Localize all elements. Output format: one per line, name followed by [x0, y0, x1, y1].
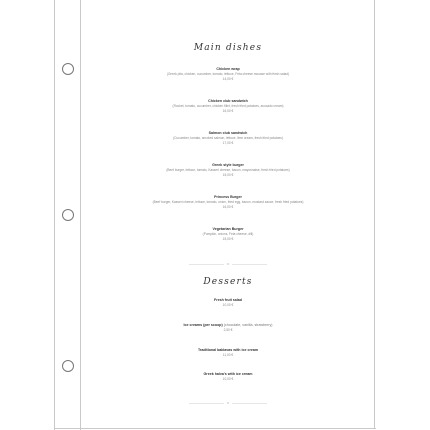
binder-hole — [62, 63, 74, 75]
item-name: Princess Burger — [214, 195, 242, 199]
item-name-text: Ice creams (per scoop) — [183, 323, 223, 327]
item-description: (chocolate, vanilla, strawberry) — [223, 323, 273, 327]
binder-hole — [62, 360, 74, 372]
item-name: Greek style burger — [212, 163, 244, 167]
item-price: 17,00 € — [222, 141, 234, 145]
item-description: (Rocket, tomato, cucumber, chicken fillet, fresh fried potatoes, avocado cream) — [172, 104, 284, 108]
menu-item — [81, 67, 375, 82]
item-price: 11,00 € — [222, 353, 234, 357]
item-description: (Beef burger, lettuce, tomato, Kasseri cheese, bacon, mayonnaise, fresh fried potatoes) — [166, 168, 290, 172]
item-price: 10,00 € — [222, 377, 234, 381]
section-divider — [189, 261, 267, 267]
divider-ornament: ∞ — [224, 401, 233, 405]
desserts-title: Desserts — [203, 277, 253, 287]
item-price: 10,00 € — [222, 303, 234, 307]
item-name: Fresh fruit salad — [214, 298, 242, 302]
item-name: Chicken wrap — [216, 67, 240, 71]
item-description: (Beef burger, Kasseri cheese, lettuce, tomato, onion, fried egg, bacon, mustard sauce, fresh fried potatoes) — [152, 200, 304, 204]
item-name: Greek halva's with ice cream — [203, 372, 253, 376]
item-name: Vegetarian Burger — [212, 227, 244, 231]
section-divider — [189, 400, 267, 406]
item-price: 15,00 € — [222, 237, 234, 241]
item-description: (Greek pita, chicken, cucumber, tomato, lettuce, Feta cheese mousse with fresh salad) — [166, 72, 290, 76]
menu-item — [81, 298, 375, 308]
menu-item — [81, 163, 375, 178]
item-price: 15,00 € — [222, 173, 234, 177]
menu-item — [81, 372, 375, 382]
menu-item — [81, 348, 375, 358]
menu-item — [81, 227, 375, 242]
item-name: Chicken club sandwich — [208, 99, 248, 103]
binder-hole — [62, 209, 74, 221]
binder-strip — [54, 0, 81, 430]
menu-item — [81, 323, 375, 333]
menu-item — [81, 99, 375, 114]
menu-item — [81, 131, 375, 146]
item-price: 2,50 € — [223, 328, 233, 332]
item-description: (Pumpkin, onions, Feta cheese, dill) — [202, 232, 254, 236]
item-description: (Cucumber, tomato, smoked salmon, lettuce, lime cream, fresh fried potatoes) — [173, 136, 283, 140]
item-name: Salmon club sandwich — [208, 131, 248, 135]
menu-item — [81, 195, 375, 210]
divider-ornament: ∞ — [224, 262, 233, 266]
item-name: Traditional baklavas with ice cream — [197, 348, 259, 352]
main-dishes-title: Main dishes — [193, 43, 263, 53]
item-price: 16,00 € — [222, 109, 234, 113]
item-price: 14,00 € — [222, 77, 234, 81]
menu-page — [81, 0, 375, 429]
item-price: 16,00 € — [222, 205, 234, 209]
